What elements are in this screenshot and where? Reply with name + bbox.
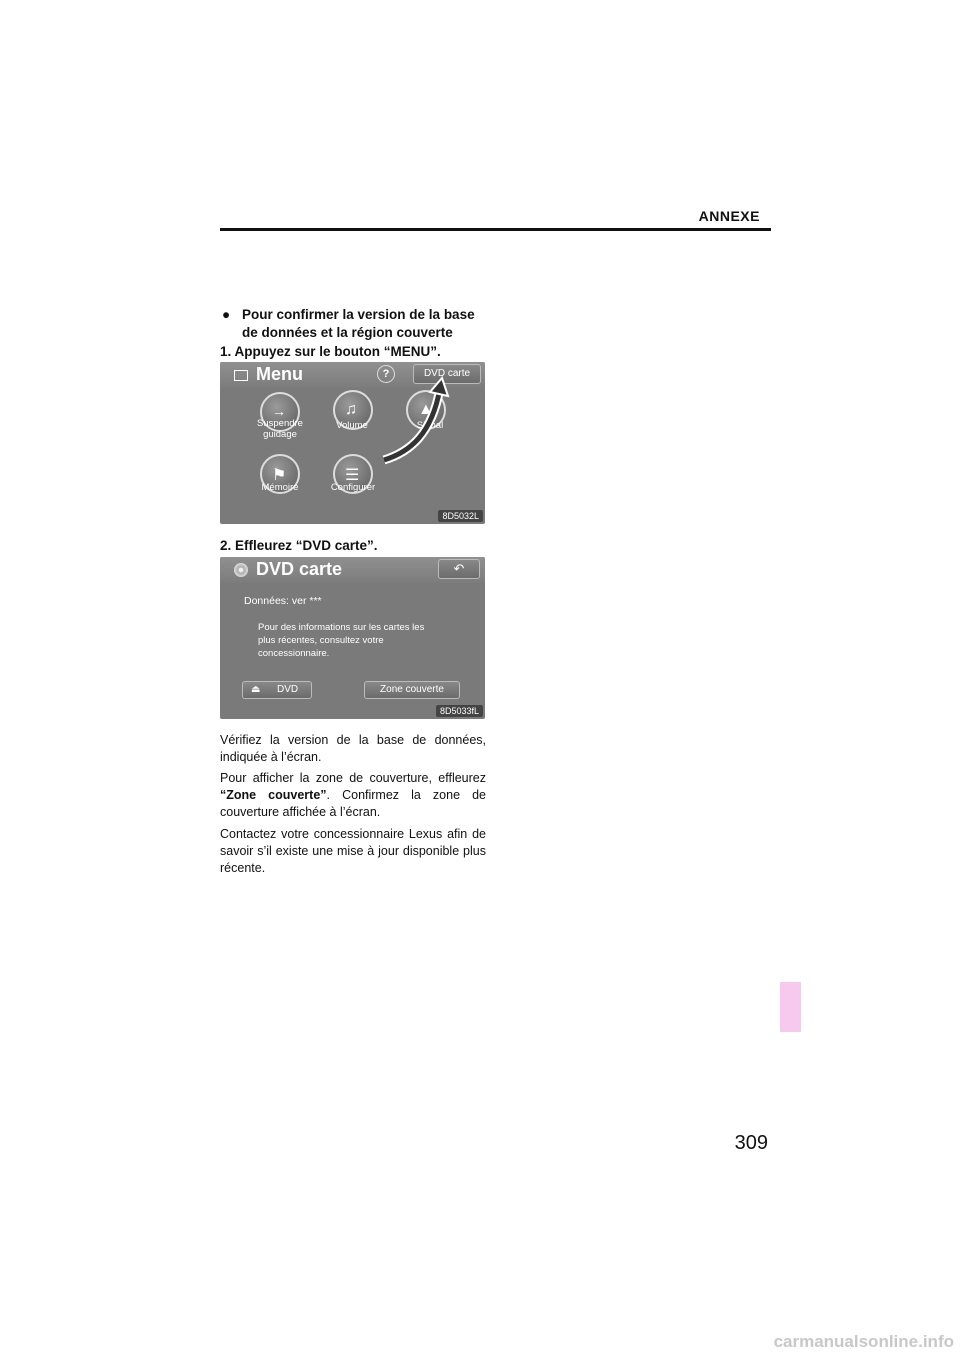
menu-item-volume[interactable]: Volume — [336, 420, 368, 431]
speaker-icon[interactable]: ♫ — [333, 390, 373, 430]
help-icon[interactable]: ? — [377, 365, 395, 383]
dvd-carte-button[interactable]: DVD carte — [413, 364, 481, 384]
menu-item-memoire[interactable]: Mémoire — [261, 482, 299, 493]
page-number: 309 — [734, 1132, 768, 1154]
figure-code: 8D5032L — [438, 510, 483, 522]
zone-couverte-emphasis: “Zone couverte” — [220, 788, 327, 802]
disc-icon — [234, 563, 248, 577]
figure-code: 8D5033fL — [436, 705, 483, 717]
route-icon[interactable]: → — [260, 392, 300, 432]
info-message: Pour des informations sur les cartes les plus récentes, consultez votre concessionnaire. — [258, 622, 425, 659]
eject-icon: ⏏ — [251, 684, 261, 695]
dvd-carte-screenshot — [220, 557, 485, 719]
dvd-button-label: DVD — [277, 684, 299, 695]
menu-item-suspendre-guidage[interactable]: Suspendre guidage — [257, 418, 303, 440]
paragraph-contact: Contactez votre concessionnaire Lexus afin de savoir s’il existe une mise à jour disponible plus récente. — [220, 827, 486, 875]
chapter-tab-marker — [780, 982, 801, 1032]
pointer-arrow — [380, 376, 450, 466]
zone-couverte-button[interactable]: Zone couverte — [364, 681, 460, 699]
bullet-dot: ● — [222, 307, 231, 322]
back-icon: ↶ — [453, 561, 465, 576]
menu-icon — [234, 370, 248, 381]
section-title: ANNEXE — [698, 208, 760, 224]
bullet-heading — [222, 306, 490, 342]
dvd-screen-title: DVD carte — [256, 559, 343, 579]
paragraph-verify: Vérifiez la version de la base de données, indiquée à l’écran. — [220, 733, 486, 764]
bullet-heading-text: Pour confirmer la version de la base de données et la région couverte — [242, 307, 475, 340]
back-button[interactable] — [438, 559, 480, 579]
menu-screen-title: Menu — [256, 364, 303, 384]
data-version: Données: ver *** — [244, 595, 322, 607]
watermark: carmanualsonline.info — [773, 1332, 954, 1351]
dvd-button[interactable] — [242, 681, 312, 699]
step-2-text: 2. Effleurez “DVD carte”. — [220, 538, 378, 553]
signal-icon[interactable]: ▲ — [406, 390, 446, 430]
menu-item-signal[interactable]: Signal — [416, 420, 444, 431]
menu-screenshot — [220, 362, 485, 524]
menu-item-configurer[interactable]: Configurer — [330, 482, 376, 493]
paragraph-coverage: Pour afficher la zone de couverture, effleurez “Zone couverte”. Confirmez la zone de couverture affichée à l’écran. — [220, 771, 487, 819]
settings-icon[interactable]: ☰ — [333, 454, 373, 494]
flag-icon[interactable]: ⚑ — [260, 454, 300, 494]
step-1-text: 1. Appuyez sur le bouton “MENU”. — [220, 344, 441, 359]
header-rule — [220, 228, 771, 231]
